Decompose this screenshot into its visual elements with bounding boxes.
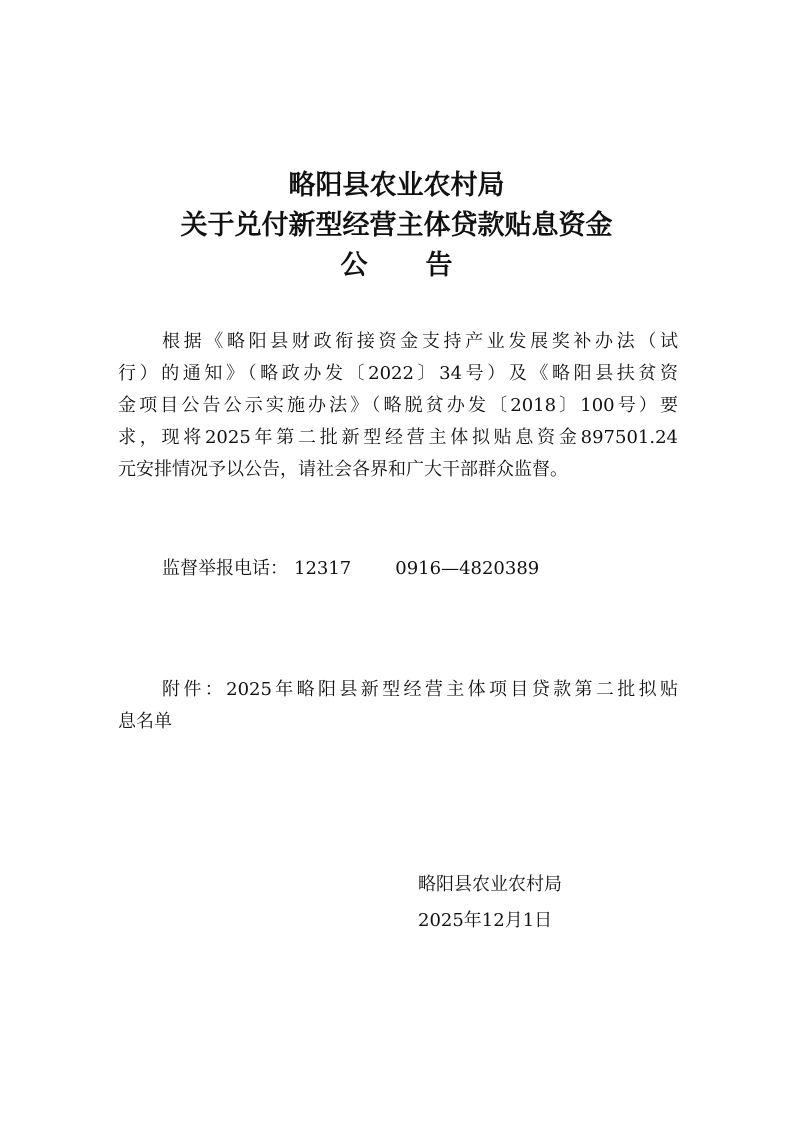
title-line-3 [0, 246, 793, 286]
body-line-5: 元安排情况予以公告，请社会各界和广大干部群众监督。 [118, 459, 568, 480]
attachment-note [118, 674, 678, 738]
body-line-2: 行）的通知》（略政办发〔2022〕34号）及《略阳县扶贫资 [118, 363, 678, 384]
signature-date: 2025年12月1日 [418, 910, 553, 931]
signature-org: 略阳县农业农村局 [418, 874, 562, 895]
body-line-4: 求，现将2025年第二批新型经营主体拟贴息资金897501.24 [118, 427, 678, 448]
hotline [162, 553, 539, 585]
attachment-line-1: 附件：2025年略阳县新型经营主体项目贷款第二批拟贴 [162, 679, 678, 700]
hotline-number-1: 12317 [294, 558, 352, 579]
body-line-1: 根据《略阳县财政衔接资金支持产业发展奖补办法（试 [162, 331, 678, 352]
hotline-number-2: 0916—4820389 [395, 558, 540, 579]
title-line-3-part-b: 告 [425, 250, 453, 281]
title-line-3-part-a: 公 [340, 250, 368, 281]
signature-block [418, 867, 562, 939]
hotline-label: 监督举报电话： [162, 558, 288, 579]
title-line-2: 关于兑付新型经营主体贷款贴息资金 [180, 210, 613, 241]
document-title [0, 166, 793, 286]
body-line-3: 金项目公告公示实施办法》（略脱贫办发〔2018〕100号）要 [118, 395, 678, 416]
body-paragraph [118, 326, 678, 486]
attachment-line-2: 息名单 [118, 711, 172, 732]
title-line-1: 略阳县农业农村局 [288, 170, 505, 201]
